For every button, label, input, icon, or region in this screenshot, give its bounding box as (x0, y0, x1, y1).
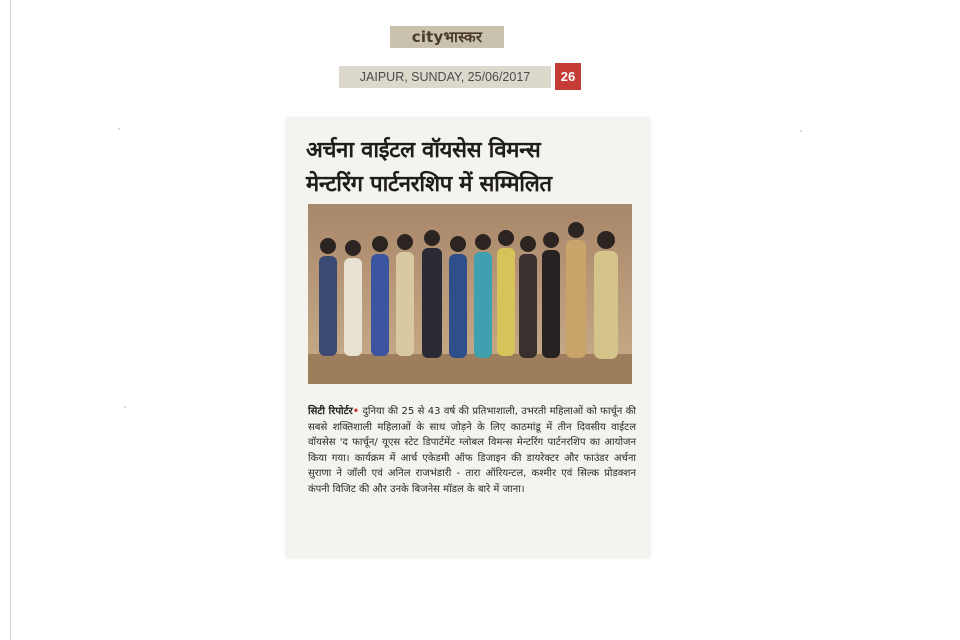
news-clipping (286, 118, 650, 558)
byline: सिटी रिपोर्टर (308, 406, 353, 417)
scan-speck (124, 406, 126, 408)
group-photo-illustration (308, 204, 632, 384)
headline-line-2: मेन्टरिंग पार्टनरशिप में सम्मिलित (306, 172, 552, 197)
newspaper-masthead: cityभास्कर (390, 26, 504, 48)
scan-border (10, 0, 11, 640)
article-headline (306, 134, 640, 202)
article-body (308, 404, 636, 498)
group-photo (308, 204, 632, 384)
byline-bullet: • (352, 406, 360, 417)
article-body-text: दुनिया की 25 से 43 वर्ष की प्रतिभाशाली, उभरती महिलाओं को फार्चून की सबसे शक्तिशाली महिलाओं के साथ जोड़ने के लिए काठमांडू में तीन दिवसीय वाईटल वॉयसेस 'द फार्चून/ यूएस स्टेट डिपार्टमेंट ग्लोबल विमन्स मेन्टरिंग पार्टनरशिप का आयोजन किया गया। कार्यक्रम में आर्च एकेडमी ऑफ डिजाइन की डायरेक्टर और फाउंडर अर्चना सुराणा ने जॉली एवं अनिल राजभंडारी - तारा ऑरियन्टल, कश्मीर एवं सिल्क प्रोडक्शन कंपनी विजिट की और उनके बिजनेस मॉडल के बारे में जाना। (308, 406, 636, 495)
dateline: JAIPUR, SUNDAY, 25/06/2017 (339, 66, 551, 88)
headline-line-1: अर्चना वाईटल वॉयसेस विमन्स (306, 138, 541, 163)
page-number-badge: 26 (555, 63, 581, 90)
scan-speck (118, 128, 120, 130)
scan-speck (800, 130, 802, 132)
